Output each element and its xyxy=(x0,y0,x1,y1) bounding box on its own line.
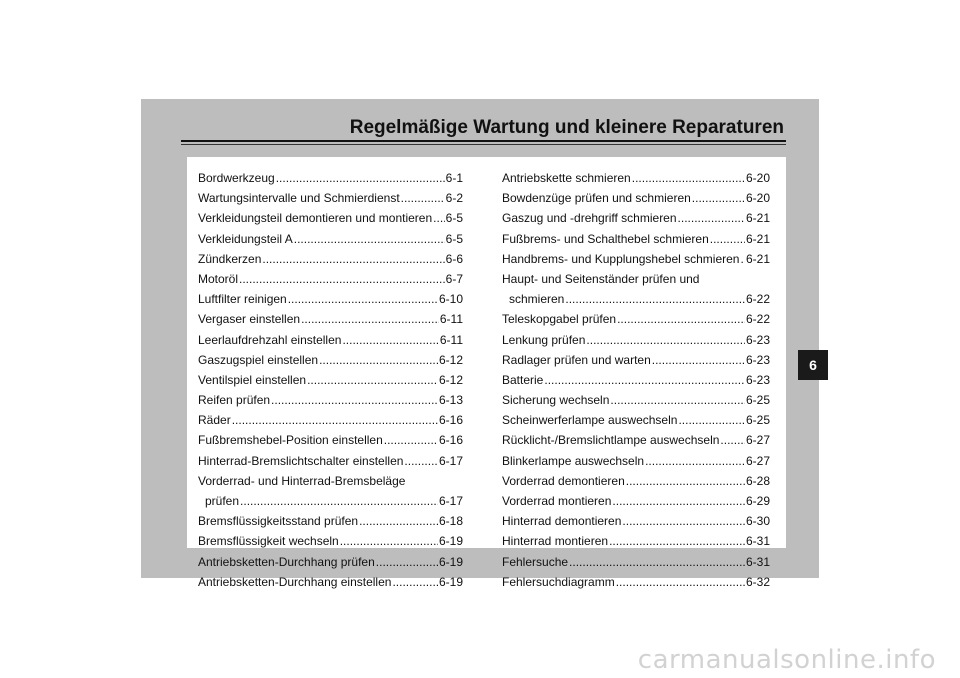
toc-leader-dots xyxy=(404,451,438,471)
toc-leader-dots xyxy=(232,410,438,430)
toc-page-number: 6-29 xyxy=(745,494,770,509)
toc-entry-title: Fußbrems- und Schalthebel schmieren xyxy=(502,231,709,246)
toc-box xyxy=(187,157,786,589)
toc-entry-title: Verkleidungsteil demontieren und montieren xyxy=(198,211,433,226)
toc-entry-title: Antriebsketten-Durchhang prüfen xyxy=(198,554,375,569)
toc-leader-dots xyxy=(288,289,438,309)
toc-leader-dots xyxy=(276,168,445,188)
title-rule-thin xyxy=(181,144,786,145)
toc-page-number: 6-27 xyxy=(745,453,770,468)
toc-leader-dots xyxy=(307,370,438,390)
toc-leader-dots xyxy=(710,229,745,249)
toc-page-number: 6-6 xyxy=(445,251,463,266)
toc-entry[interactable] xyxy=(198,410,463,430)
toc-leader-dots xyxy=(586,330,745,350)
toc-entry-title: Bowdenzüge prüfen und schmieren xyxy=(502,191,691,206)
toc-entry[interactable] xyxy=(502,430,770,450)
toc-entry[interactable] xyxy=(502,188,770,208)
toc-leader-dots xyxy=(720,430,745,450)
toc-leader-dots xyxy=(392,572,438,592)
toc-entry[interactable] xyxy=(198,168,463,188)
toc-entry-title: Reifen prüfen xyxy=(198,393,271,408)
toc-entry[interactable] xyxy=(198,208,463,228)
toc-entry[interactable] xyxy=(502,330,770,350)
toc-entry-title: Fehlersuche xyxy=(502,554,569,569)
toc-entry-title: Motoröl xyxy=(198,271,239,286)
toc-entry[interactable] xyxy=(502,410,770,430)
toc-entry[interactable] xyxy=(198,370,463,390)
toc-page-number: 6-22 xyxy=(745,312,770,327)
toc-entry-title: Vorderrad demontieren xyxy=(502,473,625,488)
toc-page-number: 6-16 xyxy=(438,413,463,428)
toc-leader-dots xyxy=(319,350,438,370)
toc-page-number: 6-20 xyxy=(745,191,770,206)
toc-entry[interactable] xyxy=(198,511,463,531)
toc-entry-title: Teleskopgabel prüfen xyxy=(502,312,617,327)
toc-leader-dots xyxy=(301,309,439,329)
toc-leader-dots xyxy=(678,208,745,228)
toc-entry[interactable] xyxy=(502,491,770,511)
toc-column-right xyxy=(502,168,770,592)
toc-leader-dots xyxy=(342,330,438,350)
toc-entry-title: Leerlaufdrehzahl einstellen xyxy=(198,332,342,347)
toc-entry[interactable] xyxy=(198,269,463,289)
toc-entry[interactable] xyxy=(198,572,463,592)
toc-entry-title: Hinterrad-Bremslichtschalter einstellen xyxy=(198,453,404,468)
toc-entry-title: Wartungsintervalle und Schmierdienst xyxy=(198,191,400,206)
toc-entry[interactable] xyxy=(198,330,463,350)
toc-entry-title: Luftfilter reinigen xyxy=(198,292,287,307)
toc-leader-dots xyxy=(645,451,745,471)
toc-entry-title: Haupt- und Seitenständer prüfen und xyxy=(502,271,700,286)
toc-leader-dots xyxy=(609,531,745,551)
toc-entry[interactable] xyxy=(198,430,463,450)
toc-entry-title: Fehlersuchdiagramm xyxy=(502,574,615,589)
toc-page-number: 6-1 xyxy=(445,171,463,185)
toc-page-number: 6-25 xyxy=(745,393,770,408)
toc-page-number: 6-22 xyxy=(745,292,770,307)
toc-entry-title: Bremsflüssigkeit wechseln xyxy=(198,534,339,549)
toc-page-number: 6-21 xyxy=(745,231,770,246)
toc-entry-title: Vorderrad montieren xyxy=(502,494,612,509)
toc-page-number: 6-28 xyxy=(745,473,770,488)
toc-entry[interactable] xyxy=(502,168,770,188)
toc-leader-dots xyxy=(652,350,745,370)
toc-entry-title: Antriebsketten-Durchhang einstellen xyxy=(198,574,392,589)
toc-leader-dots xyxy=(617,309,745,329)
watermark: carmanualsonline.info xyxy=(637,645,936,675)
toc-entry-title-cont: schmieren xyxy=(509,292,565,307)
toc-entry-title: Bremsflüssigkeitsstand prüfen xyxy=(198,514,359,529)
toc-page-number: 6-7 xyxy=(445,271,463,286)
toc-entry-title: Ventilspiel einstellen xyxy=(198,372,307,387)
toc-entry[interactable] xyxy=(502,390,770,410)
toc-entry-continuation xyxy=(502,289,770,309)
toc-entry[interactable] xyxy=(502,208,770,228)
toc-entry[interactable] xyxy=(198,289,463,309)
toc-page-number: 6-25 xyxy=(745,413,770,428)
toc-page-number: 6-32 xyxy=(745,574,770,589)
toc-page-number: 6-19 xyxy=(438,554,463,569)
toc-leader-dots xyxy=(433,208,445,228)
toc-leader-dots xyxy=(610,390,745,410)
toc-leader-dots xyxy=(401,188,445,208)
toc-entry-title: Fußbremshebel-Position einstellen xyxy=(198,433,383,448)
toc-entry-title: Radlager prüfen und warten xyxy=(502,352,651,367)
toc-leader-dots xyxy=(384,430,438,450)
manual-page xyxy=(141,99,819,589)
toc-leader-dots xyxy=(271,390,438,410)
toc-entry[interactable] xyxy=(502,552,770,572)
toc-entry[interactable] xyxy=(198,390,463,410)
toc-entry-title: Sicherung wechseln xyxy=(502,393,610,408)
toc-entry-title: Hinterrad montieren xyxy=(502,534,609,549)
toc-page-number: 6-16 xyxy=(438,433,463,448)
toc-entry[interactable] xyxy=(198,451,463,471)
title-rule xyxy=(181,140,786,142)
toc-page-number: 6-23 xyxy=(745,352,770,367)
chapter-tab[interactable]: 6 xyxy=(798,350,828,380)
toc-entry[interactable] xyxy=(198,188,463,208)
toc-leader-dots xyxy=(612,491,745,511)
toc-leader-dots xyxy=(294,229,445,249)
toc-page-number: 6-13 xyxy=(438,393,463,408)
toc-entry[interactable] xyxy=(502,471,770,491)
toc-page-number: 6-12 xyxy=(438,352,463,367)
toc-entry-title: Antriebskette schmieren xyxy=(502,171,631,185)
toc-page-number: 6-21 xyxy=(745,251,770,266)
toc-entry[interactable] xyxy=(502,572,770,592)
toc-page-number: 6-17 xyxy=(438,494,463,509)
toc-entry[interactable] xyxy=(198,309,463,329)
toc-leader-dots xyxy=(565,289,745,309)
toc-entry[interactable] xyxy=(502,269,770,309)
toc-entry-title: Vergaser einstellen xyxy=(198,312,301,327)
toc-page-number: 6-23 xyxy=(745,372,770,387)
toc-entry-title: Gaszug und -drehgriff schmieren xyxy=(502,211,677,226)
toc-page-number: 6-21 xyxy=(745,211,770,226)
toc-entry-title: Handbrems- und Kupplungshebel schmieren xyxy=(502,251,740,266)
toc-entry[interactable] xyxy=(198,552,463,572)
toc-entry-title: Hinterrad demontieren xyxy=(502,514,622,529)
toc-leader-dots xyxy=(692,188,745,208)
toc-column-left xyxy=(198,168,463,592)
toc-entry[interactable] xyxy=(198,471,463,511)
toc-entry[interactable] xyxy=(502,249,770,269)
toc-entry-title: Verkleidungsteil A xyxy=(198,231,293,246)
toc-page-number: 6-31 xyxy=(745,554,770,569)
toc-entry-title: Bordwerkzeug xyxy=(198,171,275,185)
toc-leader-dots xyxy=(626,471,745,491)
toc-entry[interactable] xyxy=(502,229,770,249)
toc-page-number: 6-18 xyxy=(438,514,463,529)
toc-entry-title: Gaszugspiel einstellen xyxy=(198,352,319,367)
toc-entry[interactable] xyxy=(198,531,463,551)
toc-entry-title: Batterie xyxy=(502,372,544,387)
toc-page-number: 6-2 xyxy=(445,191,463,206)
toc-page-number: 6-5 xyxy=(445,211,463,226)
toc-leader-dots xyxy=(340,531,438,551)
toc-entry[interactable] xyxy=(198,249,463,269)
toc-entry-title: Lenkung prüfen xyxy=(502,332,586,347)
toc-leader-dots xyxy=(239,269,445,289)
toc-leader-dots xyxy=(632,168,745,188)
toc-entry-title: Zündkerzen xyxy=(198,251,262,266)
toc-page-number: 6-20 xyxy=(745,171,770,185)
toc-entry-title: Vorderrad- und Hinterrad-Bremsbeläge xyxy=(198,473,406,488)
toc-entry[interactable] xyxy=(502,350,770,370)
toc-page-number: 6-10 xyxy=(438,292,463,307)
toc-leader-dots xyxy=(622,511,745,531)
toc-entry[interactable] xyxy=(502,511,770,531)
toc-entry-title: Räder xyxy=(198,413,231,428)
toc-entry-title: Scheinwerferlampe auswechseln xyxy=(502,413,678,428)
toc-leader-dots xyxy=(240,491,438,511)
toc-entry[interactable] xyxy=(198,350,463,370)
toc-page-number: 6-30 xyxy=(745,514,770,529)
toc-leader-dots xyxy=(740,249,744,269)
toc-page-number: 6-19 xyxy=(438,574,463,589)
toc-leader-dots xyxy=(376,552,438,572)
toc-leader-dots xyxy=(262,249,444,269)
toc-page-number: 6-11 xyxy=(439,332,463,347)
toc-page-number: 6-27 xyxy=(745,433,770,448)
toc-page-number: 6-19 xyxy=(438,534,463,549)
toc-leader-dots xyxy=(569,552,745,572)
toc-page-number: 6-31 xyxy=(745,534,770,549)
toc-page-number: 6-17 xyxy=(438,453,463,468)
toc-leader-dots xyxy=(678,410,745,430)
toc-entry[interactable] xyxy=(198,229,463,249)
toc-leader-dots xyxy=(544,370,745,390)
toc-entry[interactable] xyxy=(502,531,770,551)
toc-entry-title: Blinkerlampe auswechseln xyxy=(502,453,645,468)
toc-leader-dots xyxy=(616,572,745,592)
toc-entry-title-cont: prüfen xyxy=(205,494,240,509)
toc-page-number: 6-5 xyxy=(445,231,463,246)
toc-entry[interactable] xyxy=(502,370,770,390)
toc-page-number: 6-12 xyxy=(438,372,463,387)
toc-entry-continuation xyxy=(198,491,463,511)
page-title: Regelmäßige Wartung und kleinere Reparaturen xyxy=(349,117,784,138)
toc-entry-title: Rücklicht-/Bremslichtlampe auswechseln xyxy=(502,433,720,448)
toc-leader-dots xyxy=(359,511,438,531)
toc-page-number: 6-11 xyxy=(439,312,463,327)
toc-entry[interactable] xyxy=(502,451,770,471)
toc-page-number: 6-23 xyxy=(745,332,770,347)
toc-entry[interactable] xyxy=(502,309,770,329)
